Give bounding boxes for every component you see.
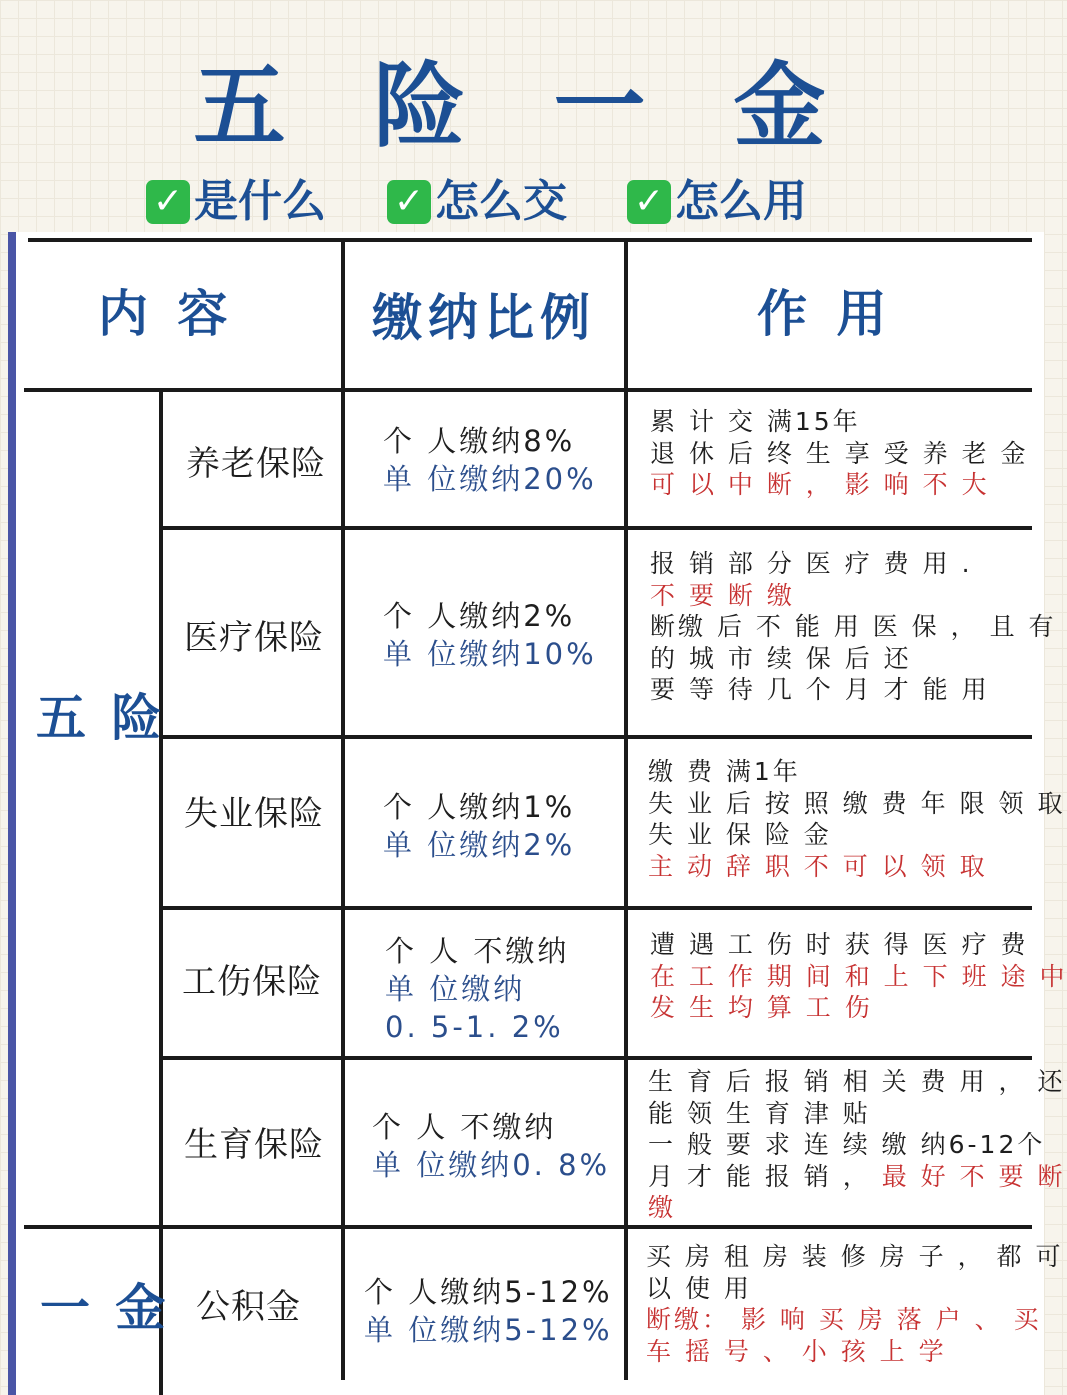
use-text: 报 销 部 分 医 疗 费 用 . bbox=[650, 549, 973, 578]
personal-rate: 个 人缴纳8% bbox=[383, 424, 576, 458]
tag-what bbox=[146, 172, 326, 232]
use-text: 月 才 能 报 销 ， bbox=[648, 1161, 882, 1191]
use-line bbox=[650, 611, 1057, 643]
use-line bbox=[650, 961, 1067, 993]
ratio-cell bbox=[372, 1108, 610, 1184]
highlight-text: 主 动 辞 职 不 可 以 领 取 bbox=[648, 851, 988, 881]
column-divider bbox=[624, 240, 628, 1380]
group-five-insurances: 五 险 bbox=[36, 689, 166, 747]
ratio-cell bbox=[364, 1273, 613, 1349]
use-text: 累 计 交 满15年 bbox=[650, 407, 861, 436]
highlight-text: 断缴： 影 响 买 房 落 户 、 买 bbox=[646, 1305, 1042, 1334]
use-cell bbox=[650, 548, 1057, 706]
use-line bbox=[646, 1336, 1063, 1368]
company-rate-range: 0. 5-1. 2% bbox=[385, 1010, 564, 1044]
company-rate: 单 位缴纳5-12% bbox=[364, 1313, 613, 1347]
ratio-cell bbox=[383, 788, 575, 864]
use-line bbox=[648, 819, 1065, 851]
use-line bbox=[648, 1098, 1065, 1130]
header-use: 作 用 bbox=[757, 285, 893, 343]
tag-label: 怎么交 bbox=[435, 176, 567, 227]
table-border-top bbox=[28, 238, 1032, 242]
use-text: 的 城 市 续 保 后 还 bbox=[650, 643, 912, 673]
row-divider bbox=[162, 906, 1032, 910]
row-divider bbox=[162, 735, 1032, 739]
page-title: 五 险 一 金 bbox=[193, 53, 854, 160]
checkmark-icon: ✓ bbox=[146, 180, 190, 224]
use-line bbox=[650, 548, 1057, 580]
row-divider bbox=[162, 526, 1032, 530]
use-text: 一 般 要 求 连 续 缴 纳6-12个 bbox=[648, 1130, 1046, 1159]
group-divider bbox=[24, 1225, 1032, 1229]
tag-row bbox=[0, 172, 1047, 232]
insurance-name: 医疗保险 bbox=[184, 618, 324, 658]
ratio-cell bbox=[385, 932, 569, 1046]
use-text: 买 房 租 房 装 修 房 子 ， 都 可 bbox=[646, 1242, 1064, 1271]
checkmark-icon: ✓ bbox=[627, 180, 671, 224]
company-rate: 单 位缴纳0. 8% bbox=[372, 1148, 611, 1182]
page-edge-bar bbox=[8, 232, 16, 1395]
group-one-fund: 一 金 bbox=[40, 1279, 170, 1337]
use-text: 能 领 生 育 津 贴 bbox=[648, 1098, 871, 1128]
personal-rate: 个 人缴纳1% bbox=[383, 790, 576, 824]
tag-label: 是什么 bbox=[194, 176, 326, 227]
use-line bbox=[646, 1273, 1063, 1305]
ratio-cell bbox=[383, 422, 597, 498]
use-text: 要 等 待 几 个 月 才 能 用 bbox=[650, 675, 990, 704]
checkmark-icon: ✓ bbox=[387, 180, 431, 224]
column-divider bbox=[341, 240, 345, 1380]
personal-rate: 个 人缴纳5-12% bbox=[364, 1275, 613, 1309]
insurance-name: 公积金 bbox=[196, 1287, 301, 1327]
use-text: 失 业 后 按 照 缴 费 年 限 领 取 bbox=[648, 788, 1066, 818]
ratio-cell bbox=[383, 597, 597, 673]
use-line bbox=[650, 580, 1057, 612]
use-cell bbox=[650, 406, 1029, 501]
personal-rate: 个 人 不缴纳 bbox=[372, 1110, 557, 1144]
tag-label: 怎么用 bbox=[675, 176, 807, 227]
use-line bbox=[646, 1304, 1063, 1336]
use-text: 缴 费 满1年 bbox=[648, 757, 801, 786]
header-ratio: 缴纳比例 bbox=[372, 289, 596, 347]
personal-rate: 个 人缴纳2% bbox=[383, 599, 576, 633]
use-line bbox=[650, 643, 1057, 675]
use-text: 退 休 后 终 生 享 受 养 老 金 bbox=[650, 438, 1029, 468]
use-text: 失 业 保 险 金 bbox=[648, 820, 832, 849]
insurance-name: 养老保险 bbox=[186, 444, 326, 484]
highlight-text: 在 工 作 期 间 和 上 下 班 途 中 bbox=[650, 961, 1067, 991]
use-line bbox=[646, 1241, 1063, 1273]
use-line bbox=[648, 788, 1065, 820]
use-line bbox=[650, 469, 1029, 501]
insurance-name: 生育保险 bbox=[184, 1125, 324, 1165]
use-line bbox=[648, 1129, 1065, 1161]
highlight-text: 最 好 不 要 断 bbox=[881, 1161, 1066, 1191]
highlight-text: 可 以 中 断 ， 影 响 不 大 bbox=[650, 470, 990, 499]
use-text: 遭 遇 工 伤 时 获 得 医 疗 费 bbox=[650, 930, 1029, 959]
use-line bbox=[648, 756, 1065, 788]
tag-how-use bbox=[627, 172, 807, 232]
use-line bbox=[650, 929, 1067, 961]
use-cell bbox=[648, 1066, 1065, 1224]
company-rate: 单 位缴纳20% bbox=[383, 462, 597, 496]
company-rate: 单 位缴纳2% bbox=[383, 828, 576, 862]
use-text: 生 育 后 报 销 相 关 费 用 ， 还 bbox=[648, 1067, 1066, 1096]
header-divider bbox=[24, 388, 1032, 392]
company-rate: 单 位缴纳 bbox=[385, 972, 526, 1006]
use-line bbox=[648, 1192, 1065, 1224]
use-line bbox=[648, 1161, 1065, 1193]
use-line bbox=[650, 674, 1057, 706]
use-line bbox=[648, 1066, 1065, 1098]
header-content: 内 容 bbox=[98, 285, 234, 343]
row-divider bbox=[162, 1056, 1032, 1060]
use-cell bbox=[648, 756, 1065, 882]
use-text: 以 使 用 bbox=[646, 1273, 752, 1303]
insurance-name: 工伤保险 bbox=[182, 962, 322, 1002]
use-line bbox=[650, 992, 1067, 1024]
highlight-text: 发 生 均 算 工 伤 bbox=[650, 993, 873, 1022]
highlight-text: 缴 bbox=[648, 1193, 677, 1222]
use-line bbox=[650, 406, 1029, 438]
use-text: 断缴 后 不 能 用 医 保 ， 且 有 bbox=[650, 612, 1057, 641]
tag-how-pay bbox=[387, 172, 567, 232]
highlight-text: 不 要 断 缴 bbox=[650, 580, 795, 610]
column-divider bbox=[159, 390, 163, 1395]
personal-rate: 个 人 不缴纳 bbox=[385, 934, 570, 968]
use-cell bbox=[650, 929, 1067, 1024]
insurance-name: 失业保险 bbox=[184, 794, 324, 834]
use-cell bbox=[646, 1241, 1063, 1367]
highlight-text: 车 摇 号 、 小 孩 上 学 bbox=[646, 1336, 947, 1366]
use-line bbox=[648, 851, 1065, 883]
company-rate: 单 位缴纳10% bbox=[383, 637, 597, 671]
use-line bbox=[650, 438, 1029, 470]
